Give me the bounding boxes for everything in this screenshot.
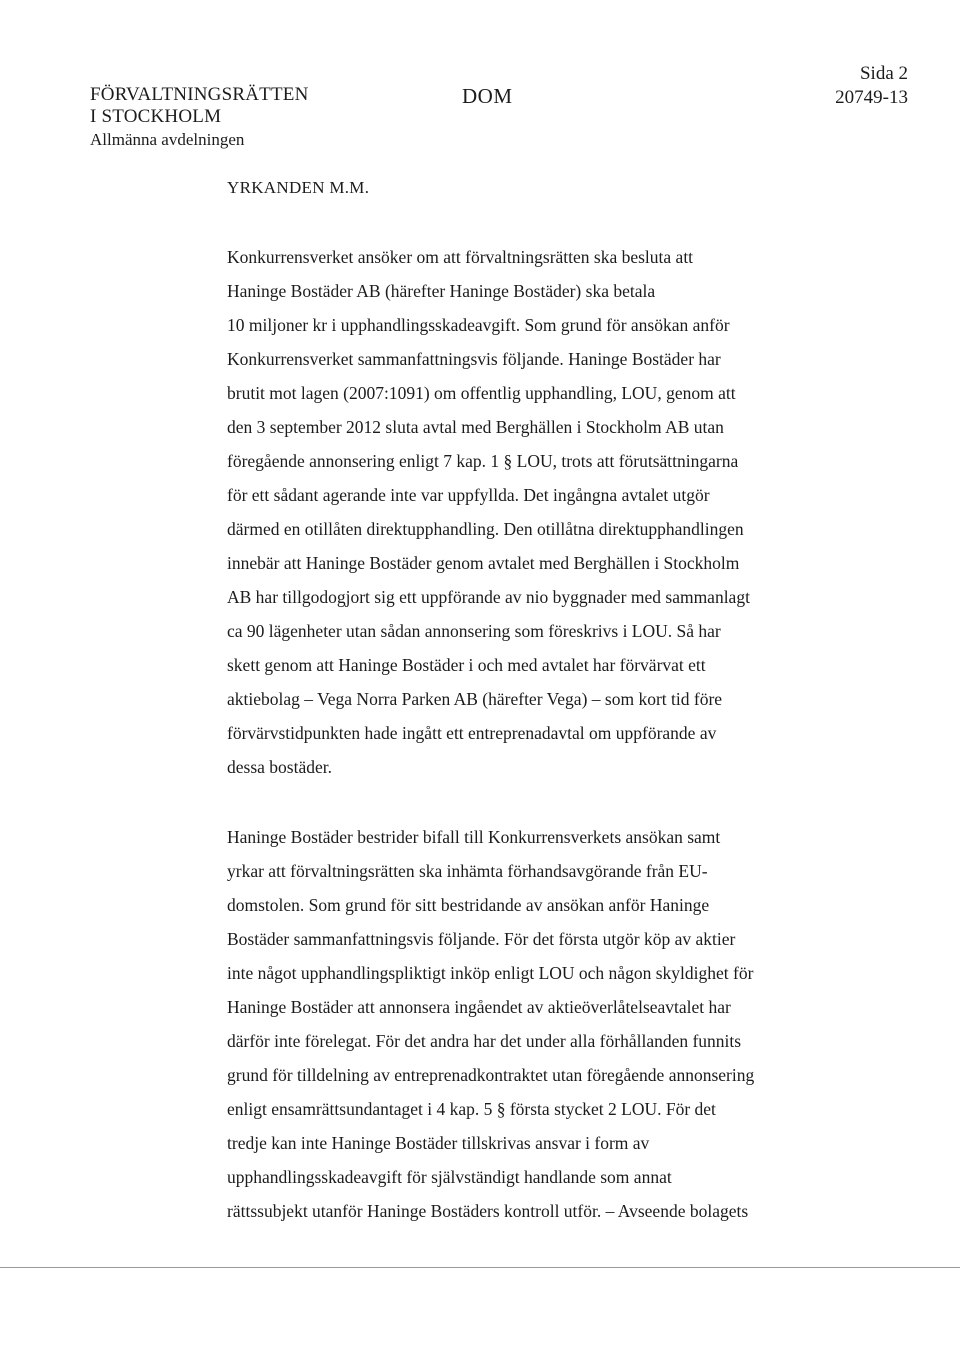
text-line: domstolen. Som grund för sitt bestridande av ansökan anför Haninge: [227, 895, 710, 915]
text-line: rättssubjekt utanför Haninge Bostäders kontroll utför. – Avseende bolagets: [227, 1201, 749, 1221]
text-line: Haninge Bostäder bestrider bifall till Konkurrensverkets ansökan samt: [227, 827, 721, 847]
text-line: inte något upphandlingspliktigt inköp enligt LOU och någon skyldighet för: [227, 963, 754, 983]
page-number: Sida 2: [859, 63, 908, 84]
text-line: tredje kan inte Haninge Bostäder tillskrivas ansvar i form av: [227, 1133, 650, 1153]
text-line: Haninge Bostäder att annonsera ingåendet av aktieöverlåtelseavtalet har: [227, 997, 731, 1017]
text-line: den 3 september 2012 sluta avtal med Berghällen i Stockholm AB utan: [227, 417, 724, 437]
court-header: [90, 84, 309, 151]
text-line: ca 90 lägenheter utan sådan annonsering som föreskrivs i LOU. Så har: [227, 621, 721, 641]
text-line: skett genom att Haninge Bostäder i och med avtalet har förvärvat ett: [227, 655, 706, 675]
text-line: upphandlingsskadeavgift för självständigt handlande som annat: [227, 1167, 672, 1187]
paragraph-defence: [227, 820, 847, 1228]
footer-divider: [0, 1267, 960, 1268]
text-line: AB har tillgodogjort sig ett uppförande av nio byggnader med sammanlagt: [227, 587, 750, 607]
text-line: dessa bostäder.: [227, 757, 332, 777]
text-line: yrkar att förvaltningsrätten ska inhämta förhandsavgörande från EU-: [227, 861, 708, 881]
text-line: aktiebolag – Vega Norra Parken AB (härefter Vega) – som kort tid före: [227, 689, 723, 709]
case-number: 20749-13: [835, 87, 908, 108]
paragraph-claims: [227, 240, 847, 784]
text-line: brutit mot lagen (2007:1091) om offentlig upphandling, LOU, genom att: [227, 383, 736, 403]
text-line: föregående annonsering enligt 7 kap. 1 § LOU, trots att förutsättningarna: [227, 451, 739, 471]
text-line: Konkurrensverket sammanfattningsvis följande. Haninge Bostäder har: [227, 349, 721, 369]
court-division: Allmänna avdelningen: [90, 130, 245, 149]
text-line: 10 miljoner kr i upphandlingsskadeavgift. Som grund för ansökan anför: [227, 315, 730, 335]
text-line: förvärvstidpunkten hade ingått ett entreprenadavtal om uppförande av: [227, 723, 717, 743]
document-type: DOM: [462, 84, 513, 108]
text-line: Bostäder sammanfattningsvis följande. För det första utgör köp av aktier: [227, 929, 736, 949]
text-line: grund för tilldelning av entreprenadkontraktet utan föregående annonsering: [227, 1065, 755, 1085]
text-line: för ett sådant agerande inte var uppfyllda. Det ingångna avtalet utgör: [227, 485, 710, 505]
text-line: därmed en otillåten direktupphandling. Den otillåtna direktupphandlingen: [227, 519, 744, 539]
text-line: Haninge Bostäder AB (härefter Haninge Bostäder) ska betala: [227, 281, 656, 301]
text-line: innebär att Haninge Bostäder genom avtalet med Berghällen i Stockholm: [227, 553, 740, 573]
text-line: därför inte förelegat. För det andra har det under alla förhållanden funnits: [227, 1031, 742, 1051]
court-name-line-2: I STOCKHOLM: [90, 106, 222, 127]
court-name-line-1: FÖRVALTNINGSRÄTTEN: [90, 84, 309, 105]
text-line: Konkurrensverket ansöker om att förvaltningsrätten ska besluta att: [227, 247, 694, 267]
page-reference: [835, 62, 908, 110]
text-line: enligt ensamrättsundantaget i 4 kap. 5 § första stycket 2 LOU. För det: [227, 1099, 716, 1119]
section-heading: YRKANDEN M.M.: [227, 178, 370, 197]
